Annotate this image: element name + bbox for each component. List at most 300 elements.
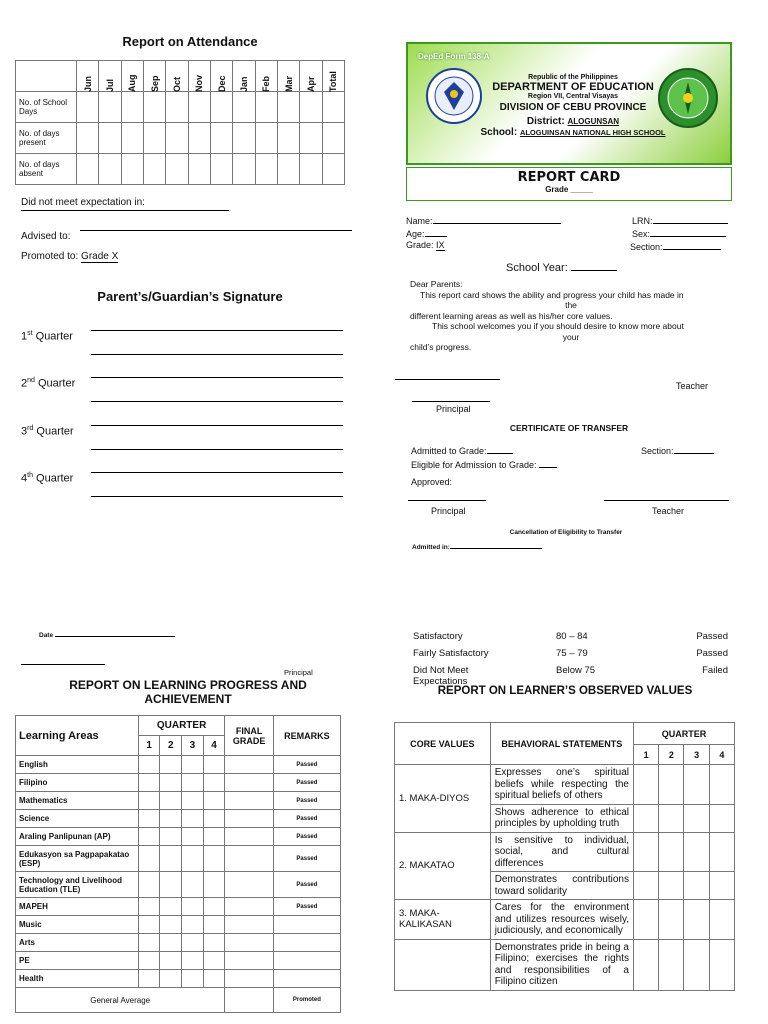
quarter-grade-cell[interactable] xyxy=(138,774,160,792)
quarter-grade-cell[interactable] xyxy=(160,872,182,898)
col-behavioral: BEHAVIORAL STATEMENTS xyxy=(490,723,633,765)
quarter-grade-cell[interactable] xyxy=(138,810,160,828)
attendance-cell[interactable] xyxy=(277,92,299,123)
month-header-0 xyxy=(77,61,99,92)
attendance-cell[interactable] xyxy=(210,92,232,123)
values-title: REPORT ON LEARNER’S OBSERVED VALUES xyxy=(437,685,693,697)
month-header-5 xyxy=(188,61,210,92)
quarter-grade-cell[interactable] xyxy=(182,774,204,792)
subject-remark: Passed xyxy=(273,898,340,916)
para2-line-c: child’s progress. xyxy=(410,342,472,352)
values-grade-cell[interactable] xyxy=(633,804,658,832)
behavioral-statement: Is sensitive to individual, social, and cultural differences xyxy=(490,832,633,872)
quarter-grade-cell[interactable] xyxy=(138,952,160,970)
values-grade-cell[interactable] xyxy=(633,939,658,990)
values-grade-cell[interactable] xyxy=(633,872,658,900)
core-value: 1. MAKA-DIYOS xyxy=(395,765,491,833)
quarter-grade-cell[interactable] xyxy=(182,916,204,934)
subject-name: English xyxy=(16,756,139,774)
attendance-cell[interactable] xyxy=(188,92,210,123)
cert-section-label: Section: xyxy=(641,446,674,456)
values-quarter-2: 2 xyxy=(659,745,684,765)
month-header-6 xyxy=(210,61,232,92)
quarter-grade-cell[interactable] xyxy=(203,872,225,898)
month-label: Dec xyxy=(216,75,227,92)
values-grade-cell[interactable] xyxy=(709,900,734,940)
values-grade-cell[interactable] xyxy=(684,832,709,872)
scale-row xyxy=(413,628,728,645)
final-grade-cell[interactable] xyxy=(225,810,273,828)
subject-name: Arts xyxy=(16,934,139,952)
quarter-grade-cell[interactable] xyxy=(182,872,204,898)
quarter-grade-cell[interactable] xyxy=(182,952,204,970)
col-learning-areas: Learning Areas xyxy=(16,716,139,756)
bottom-principal-label: Principal xyxy=(284,668,313,677)
subject-row xyxy=(16,898,341,916)
attendance-cell[interactable] xyxy=(233,123,255,154)
core-value xyxy=(395,939,491,990)
month-header-10 xyxy=(300,61,322,92)
attendance-cell[interactable] xyxy=(210,154,232,185)
attendance-cell[interactable] xyxy=(322,154,344,185)
subject-remark xyxy=(273,970,340,988)
quarter-grade-cell[interactable] xyxy=(138,846,160,872)
quarter-grade-cell[interactable] xyxy=(160,792,182,810)
quarter-4-line-a[interactable] xyxy=(91,472,343,473)
learning-quarter-2: 2 xyxy=(160,736,182,756)
attendance-cell[interactable] xyxy=(166,154,188,185)
quarter-grade-cell[interactable] xyxy=(182,970,204,988)
quarter-grade-cell[interactable] xyxy=(203,934,225,952)
values-grade-cell[interactable] xyxy=(684,900,709,940)
month-header-8 xyxy=(255,61,277,92)
quarter-1-line-b[interactable] xyxy=(91,354,343,355)
section-label: Section: xyxy=(630,242,663,252)
attendance-cell[interactable] xyxy=(210,123,232,154)
values-row xyxy=(395,939,735,990)
quarter-grade-cell[interactable] xyxy=(160,916,182,934)
quarter-grade-cell[interactable] xyxy=(138,792,160,810)
quarter-2-line-b[interactable] xyxy=(91,401,343,402)
teacher-sign-line[interactable] xyxy=(395,379,500,380)
quarter-1-line-a[interactable] xyxy=(91,330,343,331)
attendance-cell[interactable] xyxy=(233,154,255,185)
month-header-9 xyxy=(277,61,299,92)
subject-remark xyxy=(273,952,340,970)
attendance-cell[interactable] xyxy=(300,123,322,154)
values-grade-cell[interactable] xyxy=(659,765,684,805)
advised-line[interactable] xyxy=(80,230,352,231)
quarter-grade-cell[interactable] xyxy=(203,916,225,934)
final-grade-cell[interactable] xyxy=(225,846,273,872)
month-label: Feb xyxy=(261,75,272,92)
values-row xyxy=(395,832,735,872)
quarter-grade-cell[interactable] xyxy=(203,792,225,810)
values-grade-cell[interactable] xyxy=(659,900,684,940)
sex-field[interactable] xyxy=(650,227,726,237)
behavioral-statement: Shows adherence to ethical principles by upholding truth xyxy=(490,804,633,832)
attendance-title: Report on Attendance xyxy=(122,34,258,49)
cancel-title: Cancellation of Eligibility to Transfer xyxy=(509,529,623,536)
grade-label: Grade _____ xyxy=(545,185,593,194)
learning-quarter-4: 4 xyxy=(203,736,225,756)
school-value: ALOGUINSAN NATIONAL HIGH SCHOOL xyxy=(519,128,666,137)
quarter-grade-cell[interactable] xyxy=(138,898,160,916)
attendance-cell[interactable] xyxy=(322,92,344,123)
scale-remark: Failed xyxy=(702,665,728,676)
attendance-cell[interactable] xyxy=(255,123,277,154)
attendance-cell[interactable] xyxy=(121,92,143,123)
subject-remark: Passed xyxy=(273,810,340,828)
not-meet-line[interactable] xyxy=(21,210,229,211)
quarter-grade-cell[interactable] xyxy=(203,952,225,970)
month-label: Total xyxy=(328,71,339,92)
month-label: Nov xyxy=(194,74,205,92)
quarter-grade-cell[interactable] xyxy=(203,756,225,774)
values-grade-cell[interactable] xyxy=(633,832,658,872)
scale-range: 80 – 84 xyxy=(556,631,588,642)
quarter-grade-cell[interactable] xyxy=(160,756,182,774)
values-grade-cell[interactable] xyxy=(684,804,709,832)
month-header-4 xyxy=(166,61,188,92)
subject-name: Araling Panlipunan (AP) xyxy=(16,828,139,846)
values-grade-cell[interactable] xyxy=(659,832,684,872)
name-field[interactable] xyxy=(433,214,561,224)
values-grade-cell[interactable] xyxy=(659,804,684,832)
eligible-label: Eligible for Admission to Grade: xyxy=(411,460,537,470)
values-grade-cell[interactable] xyxy=(709,832,734,872)
quarter-4-line-b[interactable] xyxy=(91,496,343,497)
scale-remark: Passed xyxy=(696,648,728,659)
attendance-cell[interactable] xyxy=(99,123,121,154)
values-grade-cell[interactable] xyxy=(709,872,734,900)
final-grade-cell[interactable] xyxy=(225,916,273,934)
attendance-cell[interactable] xyxy=(99,92,121,123)
quarter-2-line-a[interactable] xyxy=(91,377,343,378)
values-grade-cell[interactable] xyxy=(684,765,709,805)
quarter-grade-cell[interactable] xyxy=(160,810,182,828)
certificate-title: CERTIFICATE OF TRANSFER xyxy=(509,423,629,433)
general-remark: Promoted xyxy=(273,988,340,1013)
subject-remark: Passed xyxy=(273,774,340,792)
attendance-cell[interactable] xyxy=(300,92,322,123)
quarter-grade-cell[interactable] xyxy=(138,916,160,934)
attendance-row-label: No. of days present xyxy=(16,123,77,154)
lrn-field[interactable] xyxy=(653,214,728,224)
quarter-grade-cell[interactable] xyxy=(203,970,225,988)
final-grade-cell[interactable] xyxy=(225,792,273,810)
subject-remark: Passed xyxy=(273,792,340,810)
attendance-cell[interactable] xyxy=(166,92,188,123)
final-grade-cell[interactable] xyxy=(225,934,273,952)
teacher-label: Teacher xyxy=(676,381,709,391)
grade-field-value: IX xyxy=(436,240,445,250)
principal-label: Principal xyxy=(436,404,471,414)
scale-desc: Fairly Satisfactory xyxy=(413,648,489,659)
scale-row xyxy=(413,662,728,687)
attendance-cell[interactable] xyxy=(300,154,322,185)
quarter-grade-cell[interactable] xyxy=(138,934,160,952)
values-grade-cell[interactable] xyxy=(684,939,709,990)
scale-desc: Did Not Meet Expectations xyxy=(413,665,469,687)
attendance-cell[interactable] xyxy=(99,154,121,185)
subject-row xyxy=(16,810,341,828)
grade-field-label: Grade: xyxy=(406,240,434,250)
signature-title: Parent’s/Guardian’s Signature xyxy=(97,289,283,304)
attendance-cell[interactable] xyxy=(166,123,188,154)
quarter-grade-cell[interactable] xyxy=(203,846,225,872)
month-label: Jan xyxy=(238,76,249,92)
quarter-3-label: 3rd Quarter xyxy=(21,425,74,438)
values-row xyxy=(395,765,735,805)
behavioral-statement: Expresses one’s spiritual beliefs while respecting the spiritual beliefs of others xyxy=(490,765,633,805)
subject-name: Edukasyon sa Pagpapakatao (ESP) xyxy=(16,846,139,872)
month-label: Mar xyxy=(283,75,294,92)
subject-row xyxy=(16,952,341,970)
behavioral-statement: Demonstrates pride in being a Filipino; exercises the rights and responsibilities of a Filipino citizen xyxy=(490,939,633,990)
month-header-7 xyxy=(233,61,255,92)
subject-name: PE xyxy=(16,952,139,970)
quarter-grade-cell[interactable] xyxy=(203,774,225,792)
quarter-grade-cell[interactable] xyxy=(138,828,160,846)
quarter-grade-cell[interactable] xyxy=(138,970,160,988)
values-grade-cell[interactable] xyxy=(709,939,734,990)
para2-line-a: This school welcomes you if you should desire to know more about xyxy=(432,321,684,331)
subject-remark: Passed xyxy=(273,756,340,774)
attendance-cell[interactable] xyxy=(233,92,255,123)
quarter-grade-cell[interactable] xyxy=(138,872,160,898)
learning-title: REPORT ON LEARNING PROGRESS AND ACHIEVEMENT xyxy=(69,678,307,706)
quarter-grade-cell[interactable] xyxy=(203,898,225,916)
dear-line: Dear Parents: xyxy=(410,279,463,289)
attendance-cell[interactable] xyxy=(277,123,299,154)
final-grade-cell[interactable] xyxy=(225,872,273,898)
grading-scale xyxy=(413,628,728,687)
subject-row xyxy=(16,756,341,774)
quarter-grade-cell[interactable] xyxy=(203,810,225,828)
subject-row xyxy=(16,916,341,934)
age-field[interactable] xyxy=(425,227,447,237)
quarter-grade-cell[interactable] xyxy=(182,898,204,916)
final-grade-cell[interactable] xyxy=(225,970,273,988)
attendance-cell[interactable] xyxy=(188,123,210,154)
month-header-11 xyxy=(322,61,344,92)
quarter-grade-cell[interactable] xyxy=(203,828,225,846)
month-header-1 xyxy=(99,61,121,92)
report-card-title: REPORT CARD xyxy=(517,170,621,185)
subject-remark xyxy=(273,934,340,952)
quarter-grade-cell[interactable] xyxy=(182,756,204,774)
attendance-table xyxy=(15,60,345,185)
attendance-cell[interactable] xyxy=(255,154,277,185)
subject-row xyxy=(16,774,341,792)
scale-remark: Passed xyxy=(696,631,728,642)
quarter-grade-cell[interactable] xyxy=(182,792,204,810)
cert-section-field[interactable] xyxy=(674,444,714,454)
values-grade-cell[interactable] xyxy=(709,765,734,805)
quarter-4-label: 4th Quarter xyxy=(21,472,74,485)
general-average-label: General Average xyxy=(16,988,225,1013)
values-table xyxy=(394,722,735,991)
department-text: DEPARTMENT OF EDUCATION xyxy=(492,81,654,93)
promoted-value: Grade X xyxy=(81,251,119,262)
values-grade-cell[interactable] xyxy=(659,939,684,990)
cert-principal-label: Principal xyxy=(431,506,466,516)
quarter-grade-cell[interactable] xyxy=(160,846,182,872)
school-year-label: School Year: xyxy=(506,262,568,274)
form-id: DepEd Form 138-A xyxy=(418,52,490,61)
para1-line-c: different learning areas as well as his/her core values. xyxy=(410,310,613,321)
quarter-3-line-a[interactable] xyxy=(91,425,343,426)
subject-remark: Passed xyxy=(273,846,340,872)
subject-row xyxy=(16,970,341,988)
district-label: District: xyxy=(526,116,565,127)
values-grade-cell[interactable] xyxy=(709,804,734,832)
approved-label: Approved: xyxy=(411,477,453,487)
subject-name: Science xyxy=(16,810,139,828)
date-field[interactable] xyxy=(55,629,175,637)
date-label: Date xyxy=(39,632,54,639)
age-label: Age: xyxy=(406,229,425,239)
behavioral-statement: Demonstrates contributions toward solidarity xyxy=(490,872,633,900)
col-remarks: REMARKS xyxy=(273,716,340,756)
subject-name: Music xyxy=(16,916,139,934)
subject-remark xyxy=(273,916,340,934)
bottom-principal-line[interactable] xyxy=(21,664,105,665)
quarter-grade-cell[interactable] xyxy=(182,934,204,952)
cert-teacher-line[interactable] xyxy=(604,500,729,501)
admitted-grade-field[interactable] xyxy=(487,444,513,454)
learning-quarter-1: 1 xyxy=(138,736,160,756)
final-grade-cell[interactable] xyxy=(225,828,273,846)
quarter-grade-cell[interactable] xyxy=(182,846,204,872)
quarter-grade-cell[interactable] xyxy=(138,756,160,774)
final-grade-cell[interactable] xyxy=(225,898,273,916)
subject-row xyxy=(16,828,341,846)
scale-range: 75 – 79 xyxy=(556,648,588,659)
not-meet-label: Did not meet expectation in: xyxy=(21,197,145,208)
dear-parents-letter xyxy=(410,279,732,353)
values-grade-cell[interactable] xyxy=(684,872,709,900)
quarter-grade-cell[interactable] xyxy=(160,774,182,792)
division-text: DIVISION OF CEBU PROVINCE xyxy=(499,102,647,113)
attendance-cell[interactable] xyxy=(143,123,165,154)
admitted-in-field[interactable] xyxy=(450,541,542,549)
subject-name: Mathematics xyxy=(16,792,139,810)
attendance-cell[interactable] xyxy=(143,154,165,185)
col-final-grade: FINAL GRADE xyxy=(225,716,273,756)
month-label: Jul xyxy=(104,78,115,92)
final-grade-cell[interactable] xyxy=(225,756,273,774)
para2-line-b: your xyxy=(562,331,580,342)
behavioral-statement: Cares for the environment and utilizes resources wisely, judiciously, and economically xyxy=(490,900,633,940)
quarter-3-line-b[interactable] xyxy=(91,449,343,450)
quarter-grade-cell[interactable] xyxy=(182,810,204,828)
month-label: Sep xyxy=(149,75,160,92)
subject-remark: Passed xyxy=(273,828,340,846)
month-header-2 xyxy=(121,61,143,92)
general-average-value[interactable] xyxy=(225,988,273,1013)
scale-range: Below 75 xyxy=(556,665,596,676)
values-quarter-3: 3 xyxy=(684,745,709,765)
quarter-grade-cell[interactable] xyxy=(160,898,182,916)
republic-text: Republic of the Philippines xyxy=(528,74,618,81)
school-year-field[interactable] xyxy=(571,260,617,271)
cert-principal-line[interactable] xyxy=(408,500,486,501)
attendance-cell[interactable] xyxy=(121,123,143,154)
month-label: Jun xyxy=(82,75,93,92)
attendance-row-label: No. of days absent xyxy=(16,154,77,185)
admitted-in-label: Admitted in: xyxy=(412,544,450,551)
attendance-row-label: No. of School Days xyxy=(16,92,77,123)
learning-quarter-3: 3 xyxy=(182,736,204,756)
subject-name: Health xyxy=(16,970,139,988)
values-grade-cell[interactable] xyxy=(633,765,658,805)
values-grade-cell[interactable] xyxy=(659,872,684,900)
month-label: Aug xyxy=(127,74,138,92)
deped-seal-icon xyxy=(426,68,482,124)
attendance-cell[interactable] xyxy=(188,154,210,185)
quarter-grade-cell[interactable] xyxy=(160,828,182,846)
quarter-2-label: 2nd Quarter xyxy=(21,377,76,390)
subject-remark: Passed xyxy=(273,872,340,898)
attendance-cell[interactable] xyxy=(255,92,277,123)
final-grade-cell[interactable] xyxy=(225,952,273,970)
learning-table xyxy=(15,715,341,1013)
scale-row xyxy=(413,645,728,662)
subject-row xyxy=(16,934,341,952)
attendance-cell[interactable] xyxy=(322,123,344,154)
values-quarter-4: 4 xyxy=(709,745,734,765)
eligible-field[interactable] xyxy=(539,458,557,468)
quarter-grade-cell[interactable] xyxy=(160,952,182,970)
quarter-grade-cell[interactable] xyxy=(160,970,182,988)
attendance-cell[interactable] xyxy=(77,154,99,185)
report-card-header xyxy=(406,167,732,201)
month-label: Apr xyxy=(305,76,316,92)
final-grade-cell[interactable] xyxy=(225,774,273,792)
values-grade-cell[interactable] xyxy=(633,900,658,940)
section-field[interactable] xyxy=(663,240,721,250)
attendance-cell[interactable] xyxy=(77,123,99,154)
attendance-cell[interactable] xyxy=(277,154,299,185)
subject-row xyxy=(16,872,341,898)
para1-line-b: the xyxy=(565,300,577,310)
core-value: 3. MAKA-KALIKASAN xyxy=(395,900,491,940)
subject-name: Technology and Livelihood Education (TLE) xyxy=(16,872,139,898)
attendance-cell[interactable] xyxy=(143,92,165,123)
attendance-cell[interactable] xyxy=(121,154,143,185)
subject-name: Filipino xyxy=(16,774,139,792)
core-value: 2. MAKATAO xyxy=(395,832,491,900)
school-banner xyxy=(406,42,732,165)
col-core-values: CORE VALUES xyxy=(395,723,491,765)
col-quarter: QUARTER xyxy=(138,716,225,736)
scale-desc: Satisfactory xyxy=(413,631,463,642)
name-label: Name: xyxy=(406,216,433,226)
col-values-quarter: QUARTER xyxy=(633,723,734,745)
advised-label: Advised to: xyxy=(21,231,71,242)
subject-name: MAPEH xyxy=(16,898,139,916)
values-quarter-1: 1 xyxy=(633,745,658,765)
attendance-cell[interactable] xyxy=(77,92,99,123)
school-label: School: xyxy=(480,127,518,138)
quarter-grade-cell[interactable] xyxy=(182,828,204,846)
lrn-label: LRN: xyxy=(632,216,653,226)
quarter-grade-cell[interactable] xyxy=(160,934,182,952)
principal-sign-line[interactable] xyxy=(412,401,490,402)
promoted-label: Promoted to: xyxy=(21,251,79,262)
